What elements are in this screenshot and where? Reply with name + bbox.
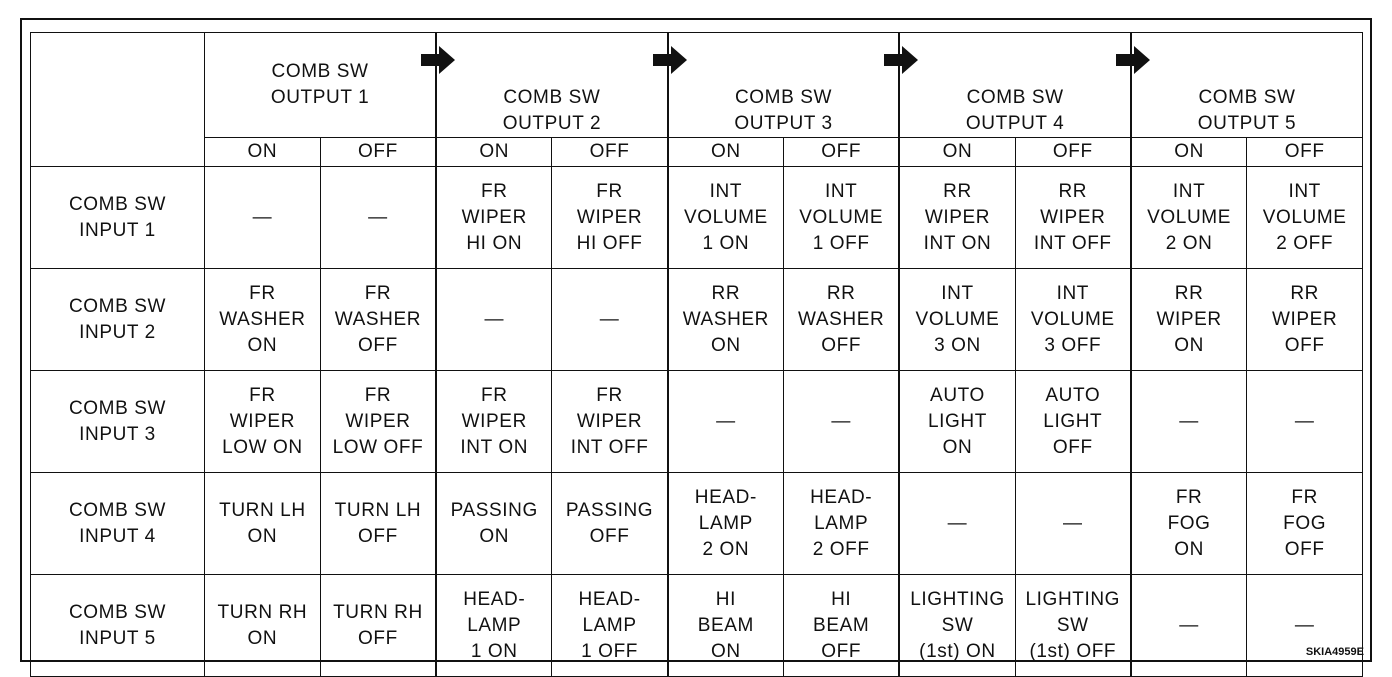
function-cell: TURN LH OFF	[320, 473, 436, 575]
function-cell: —	[1015, 473, 1131, 575]
function-cell: LIGHTING SW (1st) OFF	[1015, 575, 1131, 677]
function-cell: RR WIPER OFF	[1247, 269, 1363, 371]
input-row	[31, 473, 1363, 575]
function-cell: PASSING OFF	[552, 473, 668, 575]
function-cell: HEAD- LAMP 2 OFF	[784, 473, 900, 575]
function-cell: HI BEAM OFF	[784, 575, 900, 677]
function-cell: FR WIPER LOW ON	[205, 371, 321, 473]
function-cell: TURN RH ON	[205, 575, 321, 677]
function-cell: —	[552, 269, 668, 371]
output-header-5-label: COMB SW OUTPUT 5	[1197, 87, 1297, 134]
function-cell: LIGHTING SW (1st) ON	[899, 575, 1015, 677]
function-cell: HEAD- LAMP 2 ON	[668, 473, 784, 575]
function-cell: —	[784, 371, 900, 473]
function-cell: —	[320, 167, 436, 269]
function-cell: FR WIPER INT OFF	[552, 371, 668, 473]
state-on: ON	[205, 138, 321, 167]
output-header-5	[1131, 33, 1363, 138]
output-header-1-label: COMB SW OUTPUT 1	[270, 61, 370, 108]
function-cell: HEAD- LAMP 1 OFF	[552, 575, 668, 677]
input-row	[31, 269, 1363, 371]
state-on: ON	[668, 138, 784, 167]
function-cell: —	[899, 473, 1015, 575]
function-cell: TURN LH ON	[205, 473, 321, 575]
state-on: ON	[899, 138, 1015, 167]
input-row-label: COMB SW INPUT 3	[31, 371, 205, 473]
function-cell: HI BEAM ON	[668, 575, 784, 677]
corner-cell	[31, 33, 205, 167]
function-cell: HEAD- LAMP 1 ON	[436, 575, 552, 677]
figure-code: SKIA4959E	[1305, 646, 1364, 658]
function-cell: RR WIPER INT ON	[899, 167, 1015, 269]
right-arrow-icon	[653, 46, 687, 74]
function-cell: —	[668, 371, 784, 473]
function-cell: INT VOLUME 2 ON	[1131, 167, 1247, 269]
state-off: OFF	[1247, 138, 1363, 167]
output-header-3	[668, 33, 900, 138]
function-cell: —	[1247, 371, 1363, 473]
output-header-4-label: COMB SW OUTPUT 4	[965, 87, 1065, 134]
output-header-3-label: COMB SW OUTPUT 3	[734, 87, 833, 134]
function-cell: AUTO LIGHT ON	[899, 371, 1015, 473]
function-cell: RR WASHER ON	[668, 269, 784, 371]
function-cell: FR FOG OFF	[1247, 473, 1363, 575]
function-cell: FR FOG ON	[1131, 473, 1247, 575]
input-row	[31, 575, 1363, 677]
function-cell: FR WIPER INT ON	[436, 371, 552, 473]
function-cell: —	[1131, 575, 1247, 677]
state-on: ON	[1131, 138, 1247, 167]
right-arrow-icon	[421, 46, 455, 74]
function-cell: —	[1247, 575, 1363, 677]
function-cell: FR WASHER OFF	[320, 269, 436, 371]
function-cell: —	[436, 269, 552, 371]
input-row	[31, 167, 1363, 269]
state-on: ON	[436, 138, 552, 167]
output-header-2	[436, 33, 668, 138]
function-cell: RR WIPER INT OFF	[1015, 167, 1131, 269]
function-cell: INT VOLUME 3 ON	[899, 269, 1015, 371]
state-off: OFF	[320, 138, 436, 167]
output-header-4	[899, 33, 1131, 138]
function-cell: RR WASHER OFF	[784, 269, 900, 371]
function-cell: INT VOLUME 3 OFF	[1015, 269, 1131, 371]
function-cell: INT VOLUME 2 OFF	[1247, 167, 1363, 269]
output-header-1	[205, 33, 437, 138]
function-cell: FR WASHER ON	[205, 269, 321, 371]
output-header-row	[31, 33, 1363, 138]
input-row-label: COMB SW INPUT 5	[31, 575, 205, 677]
function-cell: PASSING ON	[436, 473, 552, 575]
function-cell: INT VOLUME 1 OFF	[784, 167, 900, 269]
function-cell: FR WIPER HI ON	[436, 167, 552, 269]
state-off: OFF	[784, 138, 900, 167]
function-cell: TURN RH OFF	[320, 575, 436, 677]
state-off: OFF	[1015, 138, 1131, 167]
input-row-label: COMB SW INPUT 4	[31, 473, 205, 575]
input-row-label: COMB SW INPUT 2	[31, 269, 205, 371]
output-header-2-label: COMB SW OUTPUT 2	[502, 87, 602, 134]
function-cell: RR WIPER ON	[1131, 269, 1247, 371]
function-cell: FR WIPER LOW OFF	[320, 371, 436, 473]
comb-switch-matrix-table	[30, 32, 1363, 677]
function-cell: —	[1131, 371, 1247, 473]
function-cell: AUTO LIGHT OFF	[1015, 371, 1131, 473]
right-arrow-icon	[884, 46, 918, 74]
state-header-row	[31, 138, 1363, 167]
right-arrow-icon	[1116, 46, 1150, 74]
state-off: OFF	[552, 138, 668, 167]
function-cell: INT VOLUME 1 ON	[668, 167, 784, 269]
function-cell: FR WIPER HI OFF	[552, 167, 668, 269]
function-cell: —	[205, 167, 321, 269]
input-row-label: COMB SW INPUT 1	[31, 167, 205, 269]
input-row	[31, 371, 1363, 473]
